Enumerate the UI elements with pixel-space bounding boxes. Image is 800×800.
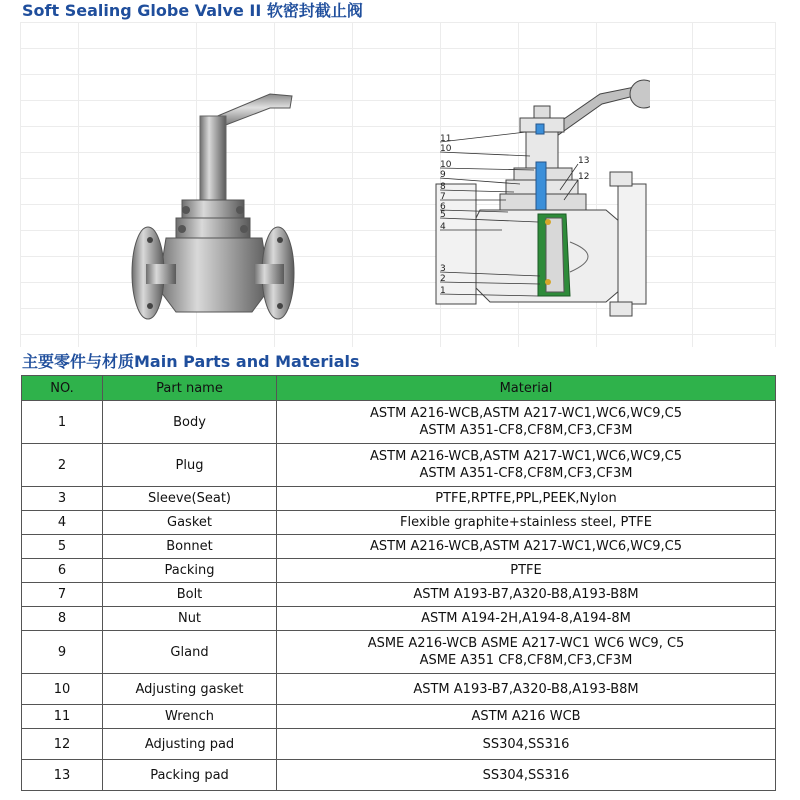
table-row (22, 559, 776, 583)
material-cell (277, 607, 776, 631)
callout-label: 2 (440, 274, 446, 284)
material-cell (277, 631, 776, 674)
callout-label: 3 (440, 264, 446, 274)
material-cell (277, 559, 776, 583)
part-number-cell: 13 (22, 760, 103, 791)
part-number-cell: 8 (22, 607, 103, 631)
part-number-cell: 3 (22, 487, 103, 511)
material-cell (277, 729, 776, 760)
material-cell (277, 705, 776, 729)
material-line: ASTM A351-CF8,CF8M,CF3,CF3M (419, 466, 633, 481)
callout-label: 4 (440, 222, 446, 232)
material-line: Flexible graphite+stainless steel, PTFE (399, 515, 652, 530)
material-cell (277, 535, 776, 559)
table-row (22, 583, 776, 607)
material-line: ASTM A193-B7,A320-B8,A193-B8M (413, 681, 639, 697)
valve-cross-section-diagram (430, 72, 650, 317)
table-row (22, 401, 776, 444)
callout-label: 12 (578, 172, 590, 182)
callout-label: 1 (440, 286, 446, 296)
part-number-cell: 9 (22, 631, 103, 674)
part-name-cell: Gland (103, 631, 277, 674)
part-number-cell: 12 (22, 729, 103, 760)
table-row (22, 631, 776, 674)
part-name-cell: Adjusting pad (103, 729, 277, 760)
part-name-cell: Gasket (103, 511, 277, 535)
callout-label: 9 (440, 170, 446, 180)
material-cell (277, 444, 776, 487)
material-line: ASTM A216-WCB,ASTM A217-WC1,WC6,WC9,C5 (370, 406, 682, 421)
part-name-cell: Nut (103, 607, 277, 631)
part-name-cell: Packing (103, 559, 277, 583)
material-line: ASTM A351-CF8,CF8M,CF3,CF3M (419, 423, 633, 438)
material-cell (277, 583, 776, 607)
material-line: SS304,SS316 (482, 736, 570, 752)
material-cell (277, 511, 776, 535)
part-number-cell: 10 (22, 674, 103, 705)
part-number-cell: 7 (22, 583, 103, 607)
parts-section-title: 主要零件与材质Main Parts and Materials (22, 352, 360, 371)
valve-photo (120, 88, 320, 328)
part-name-cell: Packing pad (103, 760, 277, 791)
part-name-cell: Bolt (103, 583, 277, 607)
part-number-cell: 11 (22, 705, 103, 729)
part-number-cell: 1 (22, 401, 103, 444)
material-line: PTFE (510, 563, 542, 578)
callout-label: 6 (440, 202, 446, 212)
material-cell (277, 487, 776, 511)
table-row (22, 729, 776, 760)
callout-label: 10 (440, 144, 452, 154)
part-name-cell: Wrench (103, 705, 277, 729)
material-line: ASTM A216 WCB (471, 709, 581, 724)
material-line: ASTM A194-2H,A194-8,A194-8M (421, 611, 631, 626)
table-row (22, 535, 776, 559)
part-number-cell: 4 (22, 511, 103, 535)
material-line: ASME A216-WCB ASME A217-WC1 WC6 WC9, C5 (367, 636, 685, 651)
table-row (22, 705, 776, 729)
column-header-material: Material (277, 376, 776, 401)
table-row (22, 511, 776, 535)
material-line: ASME A351 CF8,CF8M,CF3,CF3M (419, 653, 633, 668)
column-header-part-name: Part name (103, 376, 277, 401)
material-cell (277, 674, 776, 705)
table-row (22, 444, 776, 487)
table-row (22, 674, 776, 705)
material-cell (277, 401, 776, 444)
part-name-cell: Plug (103, 444, 277, 487)
callout-label: 7 (440, 192, 446, 202)
material-line: ASTM A216-WCB,ASTM A217-WC1,WC6,WC9,C5 (370, 539, 682, 554)
material-line: PTFE,RPTFE,PPL,PEEK,Nylon (435, 491, 617, 506)
material-cell (277, 760, 776, 791)
part-number-cell: 5 (22, 535, 103, 559)
callout-label: 8 (440, 182, 446, 192)
table-row (22, 487, 776, 511)
material-line: ASTM A193-B7,A320-B8,A193-B8M (413, 587, 639, 602)
table-row (22, 607, 776, 631)
material-line: ASTM A216-WCB,ASTM A217-WC1,WC6,WC9,C5 (370, 449, 682, 464)
part-name-cell: Bonnet (103, 535, 277, 559)
callout-label: 10 (440, 160, 452, 170)
callout-label: 5 (440, 210, 446, 220)
part-number-cell: 6 (22, 559, 103, 583)
part-name-cell: Sleeve(Seat) (103, 487, 277, 511)
parts-materials-table (21, 375, 776, 791)
callout-label: 11 (440, 134, 452, 144)
column-header-no: NO. (22, 376, 103, 401)
callout-label: 13 (578, 156, 590, 166)
table-row (22, 760, 776, 791)
part-number-cell: 2 (22, 444, 103, 487)
material-line: SS304,SS316 (482, 767, 570, 783)
table-header-row (22, 376, 776, 401)
part-name-cell: Body (103, 401, 277, 444)
page-title: Soft Sealing Globe Valve II 软密封截止阀 (22, 1, 363, 20)
part-name-cell: Adjusting gasket (103, 674, 277, 705)
